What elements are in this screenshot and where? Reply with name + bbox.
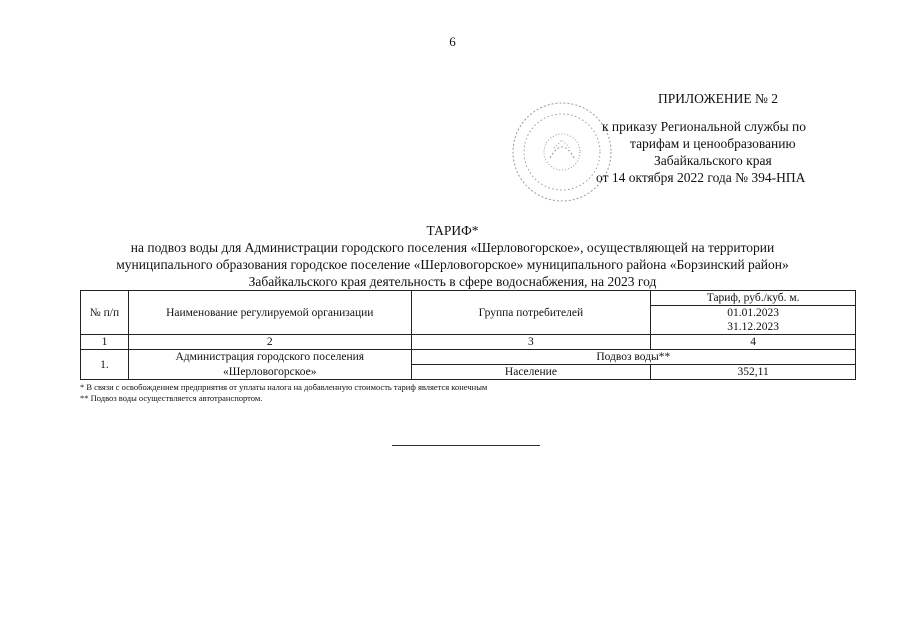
heading-line-2: муниципального образования городское поселение «Шерловогорское» муниципального района «Борзинский район»: [116, 257, 789, 272]
table-index-row: [81, 335, 856, 350]
index-cell: 1: [81, 335, 129, 350]
table-row: [81, 365, 856, 380]
table-header-row: [81, 291, 856, 306]
header-date-from: 01.01.2023: [651, 306, 856, 321]
divider-line: [392, 445, 540, 446]
index-cell: 3: [411, 335, 651, 350]
row-num: 1.: [81, 350, 129, 380]
header-group: Группа потребителей: [411, 291, 651, 335]
heading-title: ТАРИФ*: [426, 223, 479, 238]
footnote-1: * В связи с освобождением предприятия от уплаты налога на добавленную стоимость тариф является конечным: [80, 382, 488, 392]
index-cell: 2: [128, 335, 411, 350]
row-org-line-1: Администрация городского поселения: [128, 350, 411, 365]
heading-line-1: на подвоз воды для Администрации городского поселения «Шерловогорское», осуществляющей на территории: [130, 240, 775, 255]
row-service: Подвоз воды**: [411, 350, 855, 365]
appendix-line-2: тарифам и ценообразованию: [630, 136, 796, 151]
tariff-table: [80, 290, 856, 380]
appendix-title: ПРИЛОЖЕНИЕ № 2: [658, 91, 779, 106]
header-tariff: Тариф, руб./куб. м.: [651, 291, 856, 306]
header-num: № п/п: [81, 291, 129, 335]
appendix-block: [590, 90, 850, 186]
header-org: Наименование регулируемой организации: [128, 291, 411, 335]
heading-line-3: Забайкальского края деятельность в сфере водоснабжения, на 2023 год: [248, 274, 657, 289]
footnote-2: ** Подвоз воды осуществляется автотранспортом.: [80, 393, 263, 403]
row-group: Население: [411, 365, 651, 380]
appendix-line-4: от 14 октября 2022 года № 394-НПА: [596, 170, 806, 185]
page-number: 6: [449, 34, 456, 49]
appendix-line-3: Забайкальского края: [654, 153, 772, 168]
index-cell: 4: [651, 335, 856, 350]
appendix-line-1: к приказу Региональной службы по: [602, 119, 807, 134]
table-row: [81, 350, 856, 365]
row-value: 352,11: [651, 365, 856, 380]
row-org-line-2: «Шерловогорское»: [128, 365, 411, 380]
footnotes: [80, 382, 487, 404]
header-date-to: 31.12.2023: [651, 320, 856, 335]
document-heading: [60, 222, 845, 290]
